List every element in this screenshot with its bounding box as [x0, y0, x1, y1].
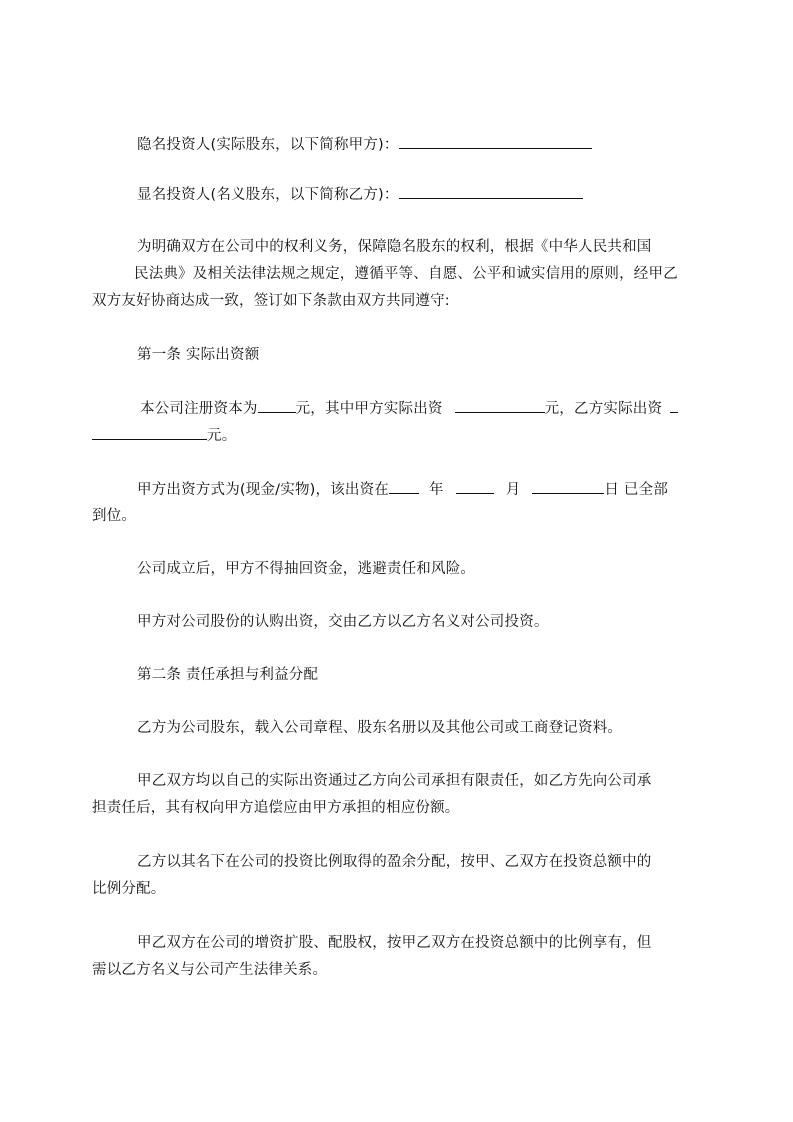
article1-title: 第一条 实际出资额	[137, 347, 260, 363]
liability-line-1: 甲乙双方均以自己的实际出资通过乙方向公司承担有限责任，如乙方先向公司承	[137, 773, 652, 789]
preamble-line-3: 双方友好协商达成一致，签订如下条款由双方共同遵守:	[92, 293, 450, 309]
capital-text-b: 元，其中甲方实际出资	[295, 401, 443, 417]
capital-text-a: 本公司注册资本为	[140, 401, 258, 417]
method-line	[137, 479, 668, 500]
hidden-investor-blank[interactable]	[399, 134, 592, 149]
subscription-line: 甲方对公司股份的认购出资，交由乙方以乙方名义对公司投资。	[137, 614, 549, 630]
profit-line-1: 乙方以其名下在公司的投资比例取得的盈余分配，按甲、乙双方在投资总额中的	[137, 854, 652, 870]
method-text-a: 甲方出资方式为(现金/实物)，该出资在	[137, 482, 389, 498]
nominal-investor-blank[interactable]	[399, 184, 583, 199]
capital-line	[140, 398, 678, 419]
party-a-contribution-blank[interactable]	[455, 398, 545, 413]
party-b-contribution-blank-start[interactable]	[670, 398, 678, 413]
preamble-line-2: 民法典》及相关法律法规之规定，遵循平等、自愿、公平和诚实信用的原则，经甲乙	[134, 266, 678, 282]
registered-capital-blank[interactable]	[258, 398, 296, 413]
method-day: 日 已全部	[604, 482, 669, 498]
method-month: 月	[505, 482, 521, 498]
nominal-investor-label: 显名投资人(名义股东，以下简称乙方)：	[137, 187, 399, 203]
month-blank[interactable]	[456, 479, 494, 494]
year-blank[interactable]	[389, 479, 419, 494]
liability-line-2: 担责任后，其有权向甲方追偿应由甲方承担的相应份额。	[92, 800, 460, 816]
shareholder-line: 乙方为公司股东，载入公司章程、股东名册以及其他公司或工商登记资料。	[137, 720, 623, 736]
hidden-investor-line	[137, 134, 592, 155]
profit-line-2: 比例分配。	[92, 881, 166, 897]
preamble-line-1: 为明确双方在公司中的权利义务，保障隐名股东的权利，根据《中华人民共和国	[137, 239, 652, 255]
capital-text-d: 元。	[207, 428, 237, 444]
no-withdraw-line: 公司成立后，甲方不得抽回资金，逃避责任和风险。	[137, 561, 476, 577]
nominal-investor-line	[137, 184, 583, 205]
method-year: 年	[429, 482, 444, 498]
capital-increase-line-2: 需以乙方名义与公司产生法律关系。	[92, 962, 328, 978]
method-line-2: 到位。	[92, 508, 137, 524]
capital-text-c: 元，乙方实际出资	[544, 401, 663, 417]
capital-line-2	[92, 425, 236, 446]
article2-title: 第二条 责任承担与利益分配	[137, 667, 319, 683]
party-b-contribution-blank[interactable]	[92, 425, 207, 440]
capital-increase-line-1: 甲乙双方在公司的增资扩股、配股权，按甲乙双方在投资总额中的比例享有，但	[137, 935, 652, 951]
hidden-investor-label: 隐名投资人(实际股东，以下简称甲方)：	[137, 137, 399, 153]
day-blank[interactable]	[532, 479, 604, 494]
